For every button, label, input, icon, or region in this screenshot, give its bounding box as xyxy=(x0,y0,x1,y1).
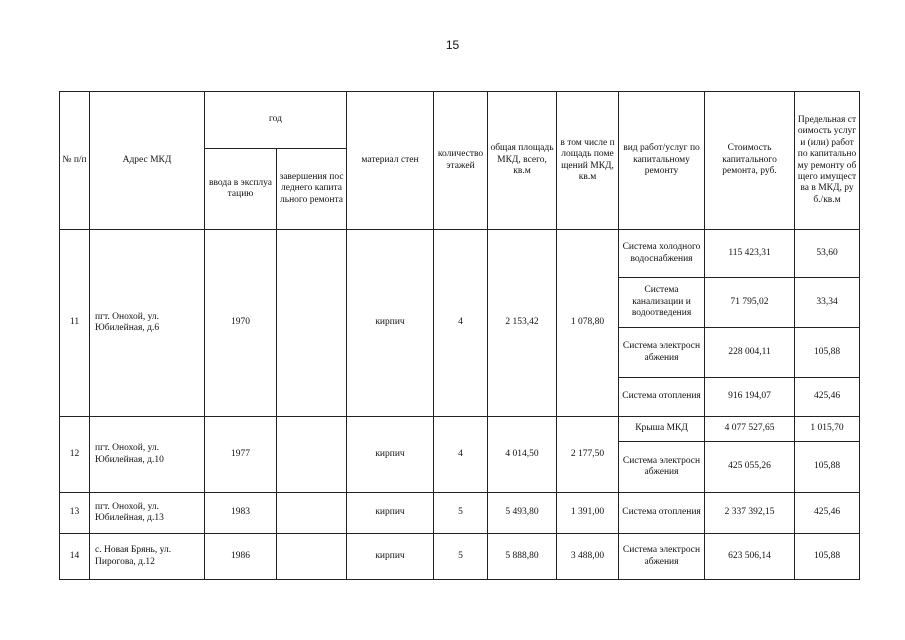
work-cost: 115 423,31 xyxy=(705,230,795,278)
row-total-area: 4 014,50 xyxy=(488,417,557,493)
row-address: пгт. Онохой, ул. Юбилейная, д.10 xyxy=(90,417,205,493)
row-wall-material: кирпич xyxy=(347,230,434,417)
repair-table xyxy=(59,91,860,580)
work-type: Система канализации и водоотведения xyxy=(619,278,705,328)
table-row xyxy=(60,417,860,442)
work-cost: 623 506,14 xyxy=(705,534,795,580)
table-body xyxy=(60,230,860,580)
row-floors: 5 xyxy=(434,534,488,580)
work-type: Система электроснабжения xyxy=(619,534,705,580)
row-total-area: 2 153,42 xyxy=(488,230,557,417)
header-repair-cost: Стоимость капитального ремонта, руб. xyxy=(705,92,795,230)
row-address: пгт. Онохой, ул. Юбилейная, д.6 xyxy=(90,230,205,417)
work-max-cost: 425,46 xyxy=(795,493,860,534)
row-total-area: 5 888,80 xyxy=(488,534,557,580)
table-row xyxy=(60,230,860,278)
header-num: № п/п xyxy=(60,92,90,230)
row-year-last-repair xyxy=(277,417,347,493)
row-premises-area: 1 391,00 xyxy=(557,493,619,534)
work-cost: 916 194,07 xyxy=(705,378,795,417)
work-type: Система электроснабжения xyxy=(619,328,705,378)
table-header xyxy=(60,92,860,230)
header-max-cost: Предельная стоимость услуг и (или) работ по капитальному ремонту общего имущества в МКД, руб./кв.м xyxy=(795,92,860,230)
header-address: Адрес МКД xyxy=(90,92,205,230)
work-cost: 425 055,26 xyxy=(705,442,795,493)
row-address: с. Новая Брянь, ул. Пирогова, д.12 xyxy=(90,534,205,580)
row-total-area: 5 493,80 xyxy=(488,493,557,534)
row-year-commissioned: 1983 xyxy=(205,493,277,534)
row-premises-area: 1 078,80 xyxy=(557,230,619,417)
header-work-type: вид работ/услуг по капитальному ремонту xyxy=(619,92,705,230)
row-wall-material: кирпич xyxy=(347,493,434,534)
work-max-cost: 33,34 xyxy=(795,278,860,328)
work-type: Система отопления xyxy=(619,378,705,417)
header-total-area: общая площадь МКД, всего, кв.м xyxy=(488,92,557,230)
work-cost: 71 795,02 xyxy=(705,278,795,328)
work-cost: 2 337 392,15 xyxy=(705,493,795,534)
work-max-cost: 1 015,70 xyxy=(795,417,860,442)
header-year-group: год xyxy=(205,92,347,149)
row-year-last-repair xyxy=(277,493,347,534)
row-floors: 5 xyxy=(434,493,488,534)
row-floors: 4 xyxy=(434,230,488,417)
page-number: 15 xyxy=(445,38,460,52)
header-year-commissioned: ввода в эксплуатацию xyxy=(205,149,277,230)
work-type: Система холодного водоснабжения xyxy=(619,230,705,278)
row-year-last-repair xyxy=(277,230,347,417)
work-type: Система электроснабжения xyxy=(619,442,705,493)
work-type: Система отопления xyxy=(619,493,705,534)
row-year-commissioned: 1977 xyxy=(205,417,277,493)
row-floors: 4 xyxy=(434,417,488,493)
row-wall-material: кирпич xyxy=(347,534,434,580)
header-wall-material: материал стен xyxy=(347,92,434,230)
header-year-last-repair: завершения последнего капитального ремонта xyxy=(277,149,347,230)
header-floors: количество этажей xyxy=(434,92,488,230)
row-wall-material: кирпич xyxy=(347,417,434,493)
work-max-cost: 105,88 xyxy=(795,328,860,378)
work-max-cost: 105,88 xyxy=(795,534,860,580)
row-num: 12 xyxy=(60,417,90,493)
row-num: 14 xyxy=(60,534,90,580)
row-premises-area: 3 488,00 xyxy=(557,534,619,580)
table-row xyxy=(60,493,860,534)
work-max-cost: 105,88 xyxy=(795,442,860,493)
header-premises-area: в том числе площадь помещений МКД, кв.м xyxy=(557,92,619,230)
work-max-cost: 425,46 xyxy=(795,378,860,417)
row-premises-area: 2 177,50 xyxy=(557,417,619,493)
row-year-commissioned: 1986 xyxy=(205,534,277,580)
work-cost: 4 077 527,65 xyxy=(705,417,795,442)
row-num: 13 xyxy=(60,493,90,534)
work-cost: 228 004,11 xyxy=(705,328,795,378)
table-row xyxy=(60,534,860,580)
row-year-last-repair xyxy=(277,534,347,580)
row-year-commissioned: 1970 xyxy=(205,230,277,417)
work-max-cost: 53,60 xyxy=(795,230,860,278)
work-type: Крыша МКД xyxy=(619,417,705,442)
row-address: пгт. Онохой, ул. Юбилейная, д.13 xyxy=(90,493,205,534)
row-num: 11 xyxy=(60,230,90,417)
